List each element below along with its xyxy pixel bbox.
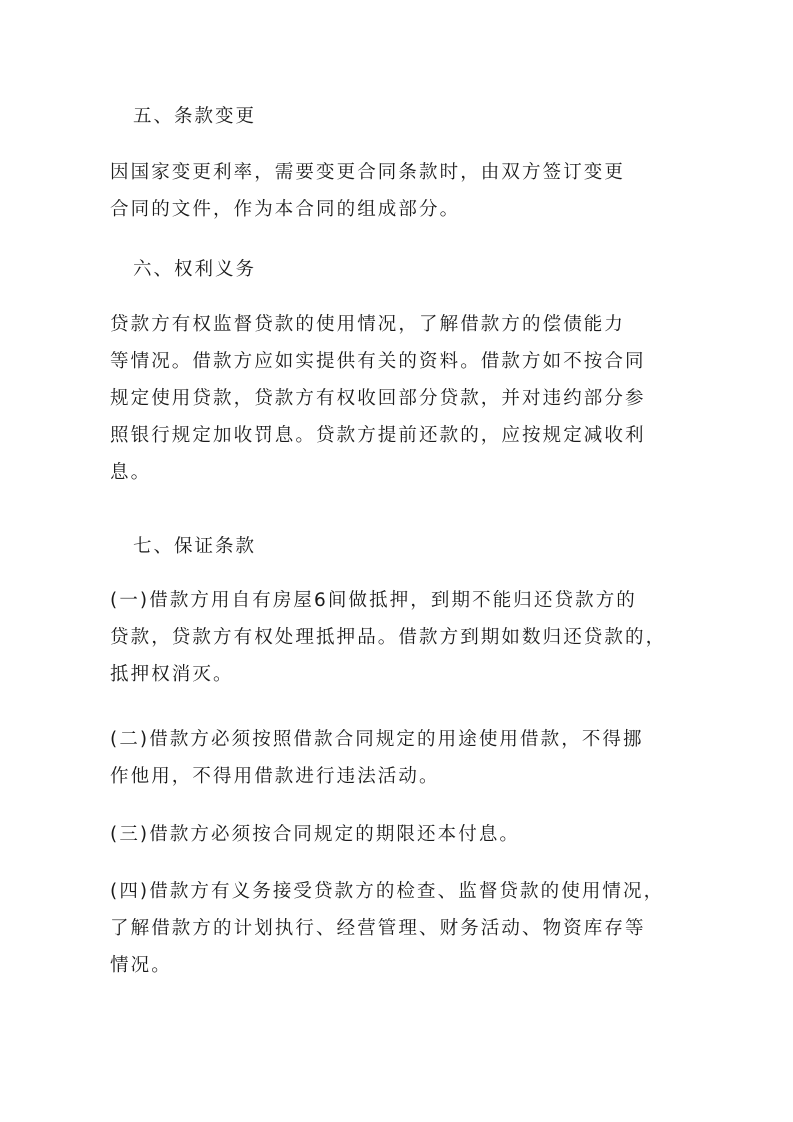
text-line: 情况。 [110, 955, 172, 976]
text-line: 规定使用贷款，贷款方有权收回部分贷款，并对违约部分参 [110, 388, 646, 409]
section-heading-7: 七、保证条款 [133, 536, 257, 557]
section-5-paragraph-1 [110, 154, 685, 228]
text-line: 抵押权消灭。 [110, 664, 234, 685]
text-line: 因国家变更利率，需要变更合同条款时，由双方签订变更 [110, 162, 626, 183]
text-line: 照银行规定加收罚息。贷款方提前还款的，应按规定减收利 [110, 425, 646, 446]
text-line: (一)借款方用自有房屋6间做抵押，到期不能归还贷款方的 [110, 590, 637, 611]
text-line: (二)借款方必须按照借款合同规定的用途使用借款，不得挪 [110, 729, 644, 750]
text-line: 了解借款方的计划执行、经营管理、财务活动、物资库存等 [110, 918, 646, 939]
section-heading-6: 六、权利义务 [133, 259, 257, 280]
section-7-paragraph-3 [110, 816, 685, 853]
text-line: 等情况。借款方应如实提供有关的资料。借款方如不按合同 [110, 351, 646, 372]
text-line: (三)借款方必须按合同规定的期限还本付息。 [110, 824, 521, 845]
section-heading-5: 五、条款变更 [133, 106, 257, 127]
section-7-paragraph-4 [110, 873, 685, 984]
section-6-paragraph-1 [110, 306, 685, 491]
text-line: 合同的文件，作为本合同的组成部分。 [110, 199, 461, 220]
text-line: 息。 [110, 462, 152, 483]
text-line: 贷款，贷款方有权处理抵押品。借款方到期如数归还贷款的， [110, 627, 667, 648]
section-7-paragraph-2 [110, 721, 685, 795]
text-line: 作他用，不得用借款进行违法活动。 [110, 766, 440, 787]
text-line: (四)借款方有义务接受贷款方的检查、监督贷款的使用情况， [110, 881, 665, 902]
section-7-paragraph-1 [110, 582, 685, 693]
text-line: 贷款方有权监督贷款的使用情况，了解借款方的偿债能力 [110, 314, 626, 335]
